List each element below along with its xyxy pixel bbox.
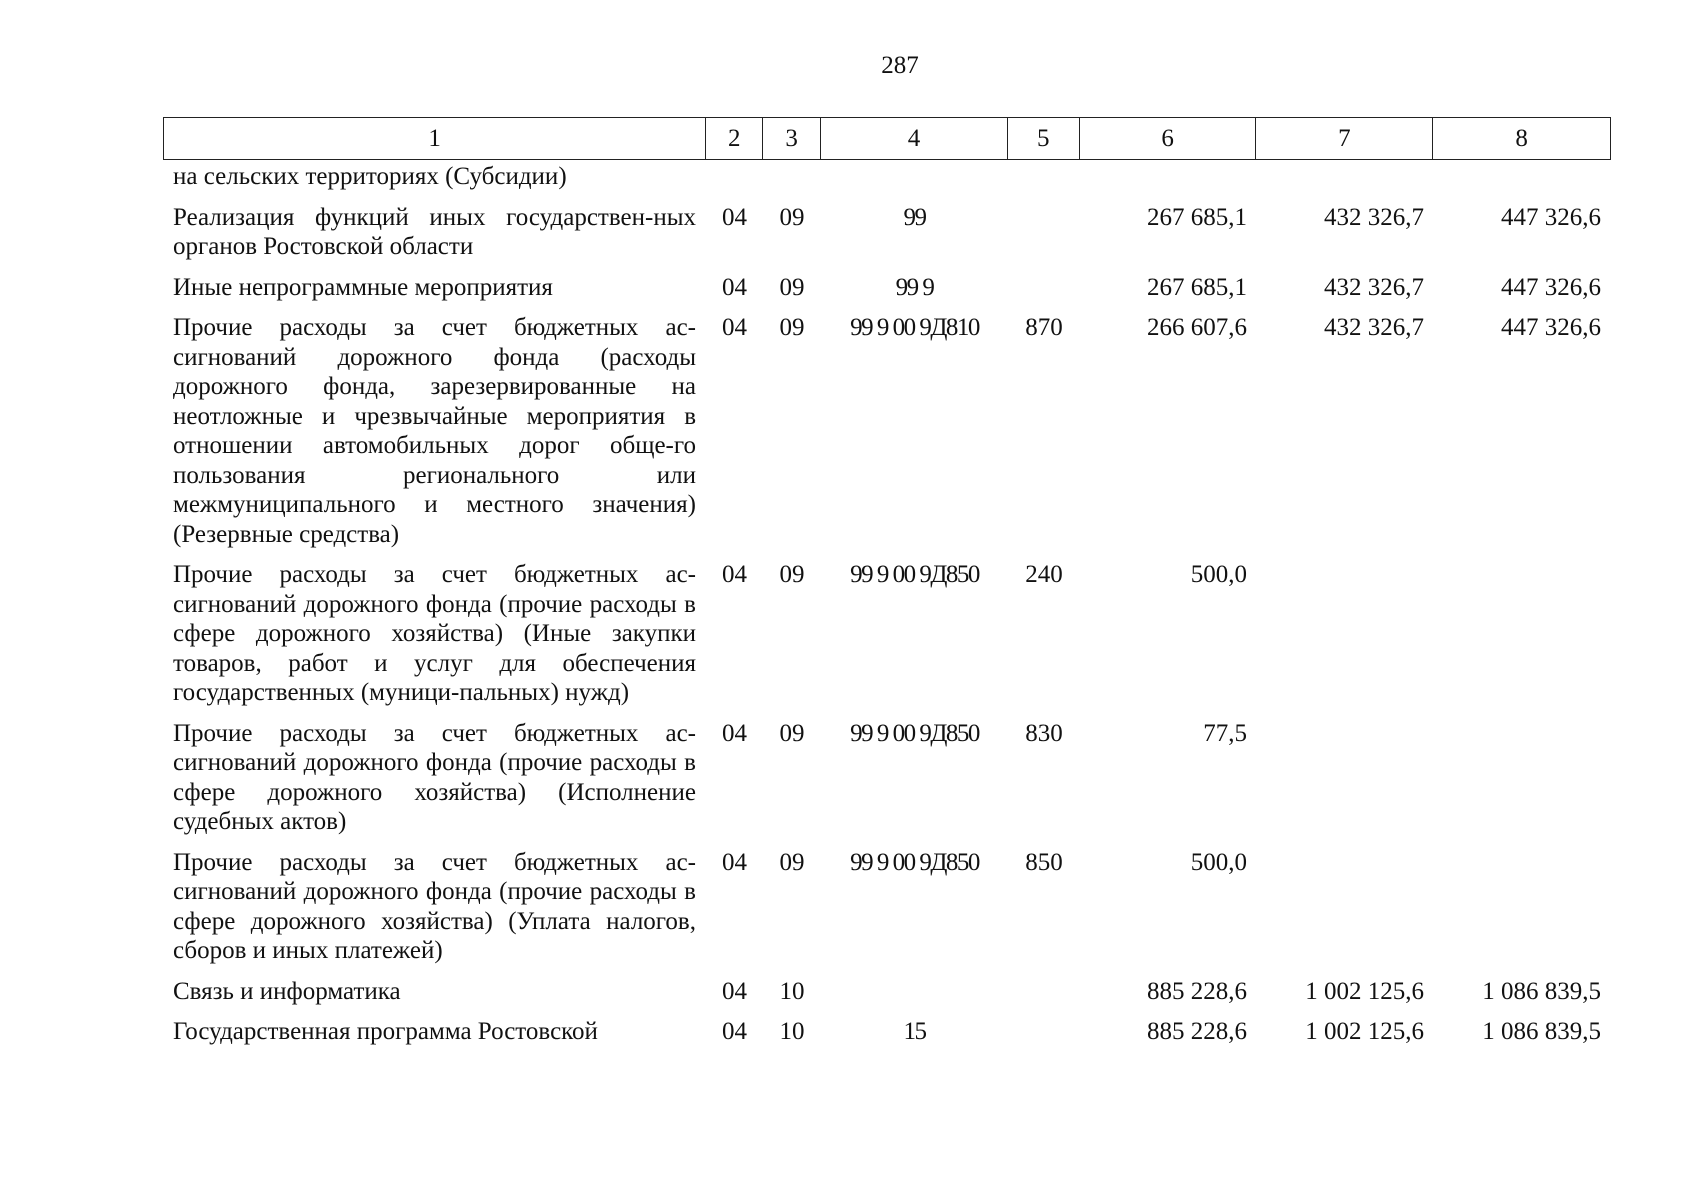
expense-type-cell [1008,1017,1080,1047]
amount-year1-cell: 267 685,1 [1147,273,1247,301]
target-article-cell: 99 9 [895,273,934,301]
amount-year3-cell: 1 086 839,5 [1482,1018,1601,1045]
target-article-cell [821,162,1008,192]
subsection-code-cell: 09 [779,848,805,876]
amount-year1-cell: 500,0 [1190,561,1247,588]
column-header-4: 4 [821,118,1008,159]
target-article-cell: 99 9 00 9Д850 [850,719,979,747]
subsection-code-cell [763,162,821,192]
row-name-cell: Прочие расходы за счет бюджетных ас-сигнований дорожного фонда (прочие расходы в сфере дорожного хозяйства) (Иные закупки товаров, работ и услуг для обеспечения государственных (муници-пальных) нужд) [173,561,696,706]
column-header-5: 5 [1008,118,1080,159]
table-row [163,273,1611,303]
section-code-cell: 04 [722,848,747,876]
amount-year1-cell: 500,0 [1190,848,1247,876]
amount-year2-cell [1257,162,1434,192]
row-name-cell: Иные непрограммные мероприятия [173,273,553,301]
amount-year2-cell: 432 326,7 [1324,203,1424,231]
subsection-code-cell: 09 [779,273,805,301]
table-row [163,162,1611,192]
amount-year1-cell: 267 685,1 [1147,203,1247,231]
amount-year2-cell: 1 002 125,6 [1305,977,1424,1005]
subsection-code-cell: 09 [779,561,805,588]
table-body [163,162,1611,1047]
budget-table [163,117,1611,1047]
table-row [163,977,1611,1007]
subsection-code-cell: 10 [779,1018,805,1045]
amount-year3-cell: 447 326,6 [1501,314,1601,341]
expense-type-cell: 870 [1025,314,1063,341]
target-article-cell: 99 9 00 9Д850 [850,848,979,876]
section-code-cell: 04 [722,314,747,341]
table-row [163,1017,1611,1047]
subsection-code-cell: 09 [779,719,805,747]
expense-type-cell [1008,203,1080,262]
subsection-code-cell: 10 [779,977,805,1005]
expense-type-cell: 240 [1025,561,1063,588]
row-name-cell: Государственная программа Ростовской [173,1018,598,1045]
column-header-7: 7 [1256,118,1433,159]
row-name-cell: на сельских территориях (Субсидии) [173,163,567,190]
table-row [163,560,1611,708]
amount-year3-cell [1434,719,1611,837]
amount-year3-cell: 1 086 839,5 [1482,977,1601,1005]
amount-year3-cell [1434,162,1611,192]
target-article-cell: 99 9 00 9Д850 [850,561,979,588]
column-header-6: 6 [1080,118,1257,159]
amount-year2-cell [1257,560,1434,708]
amount-year1-cell: 77,5 [1203,719,1247,747]
row-name-cell: Связь и информатика [173,977,401,1005]
table-row [163,203,1611,262]
amount-year3-cell: 447 326,6 [1501,273,1601,301]
row-name-cell: Прочие расходы за счет бюджетных ас-сигнований дорожного фонда (прочие расходы в сфере дорожного хозяйства) (Уплата налогов, сборов и иных платежей) [173,848,696,964]
amount-year1-cell [1080,162,1257,192]
expense-type-cell [1008,977,1080,1007]
column-header-1: 1 [164,118,706,159]
section-code-cell: 04 [722,719,747,747]
table-row [163,719,1611,837]
section-code-cell: 04 [722,977,747,1005]
amount-year1-cell: 885 228,6 [1147,1018,1247,1045]
expense-type-cell: 830 [1025,719,1063,747]
row-name-cell: Реализация функций иных государствен-ных органов Ростовской области [173,203,696,260]
target-article-cell: 99 [903,203,926,231]
table-row [163,313,1611,549]
column-header-8: 8 [1515,124,1528,152]
subsection-code-cell: 09 [779,314,805,341]
target-article-cell: 99 9 00 9Д810 [850,314,979,341]
amount-year1-cell: 885 228,6 [1147,977,1247,1005]
subsection-code-cell: 09 [779,203,805,231]
amount-year3-cell [1434,848,1611,966]
section-code-cell: 04 [722,273,747,301]
table-header-row [163,117,1611,160]
amount-year2-cell: 432 326,7 [1324,314,1424,341]
amount-year3-cell: 447 326,6 [1501,203,1601,231]
target-article-cell: 15 [903,1018,926,1045]
section-code-cell: 04 [722,203,747,231]
table-row [163,848,1611,966]
amount-year2-cell: 432 326,7 [1324,273,1424,301]
row-name-cell: Прочие расходы за счет бюджетных ас-сигнований дорожного фонда (расходы дорожного фонда, зарезервированные на неотложные и чрезвычайные мероприятия в отношении автомобильных дорог обще-го пользования регионального или межмуниципального и местного значения) (Резервные средства) [173,314,696,548]
section-code-cell: 04 [722,561,747,588]
row-name-cell: Прочие расходы за счет бюджетных ас-сигнований дорожного фонда (прочие расходы в сфере дорожного хозяйства) (Исполнение судебных актов) [173,719,696,835]
page-number: 287 [881,52,919,79]
amount-year3-cell [1434,560,1611,708]
column-header-3: 3 [763,118,821,159]
amount-year2-cell [1257,848,1434,966]
target-article-cell [821,977,1008,1007]
expense-type-cell [1008,273,1080,303]
amount-year2-cell [1257,719,1434,837]
expense-type-cell: 850 [1025,848,1063,876]
amount-year2-cell: 1 002 125,6 [1305,1018,1424,1045]
section-code-cell: 04 [722,1018,747,1045]
section-code-cell [706,162,763,192]
column-header-2: 2 [706,118,763,159]
amount-year1-cell: 266 607,6 [1147,314,1247,341]
expense-type-cell [1008,162,1080,192]
